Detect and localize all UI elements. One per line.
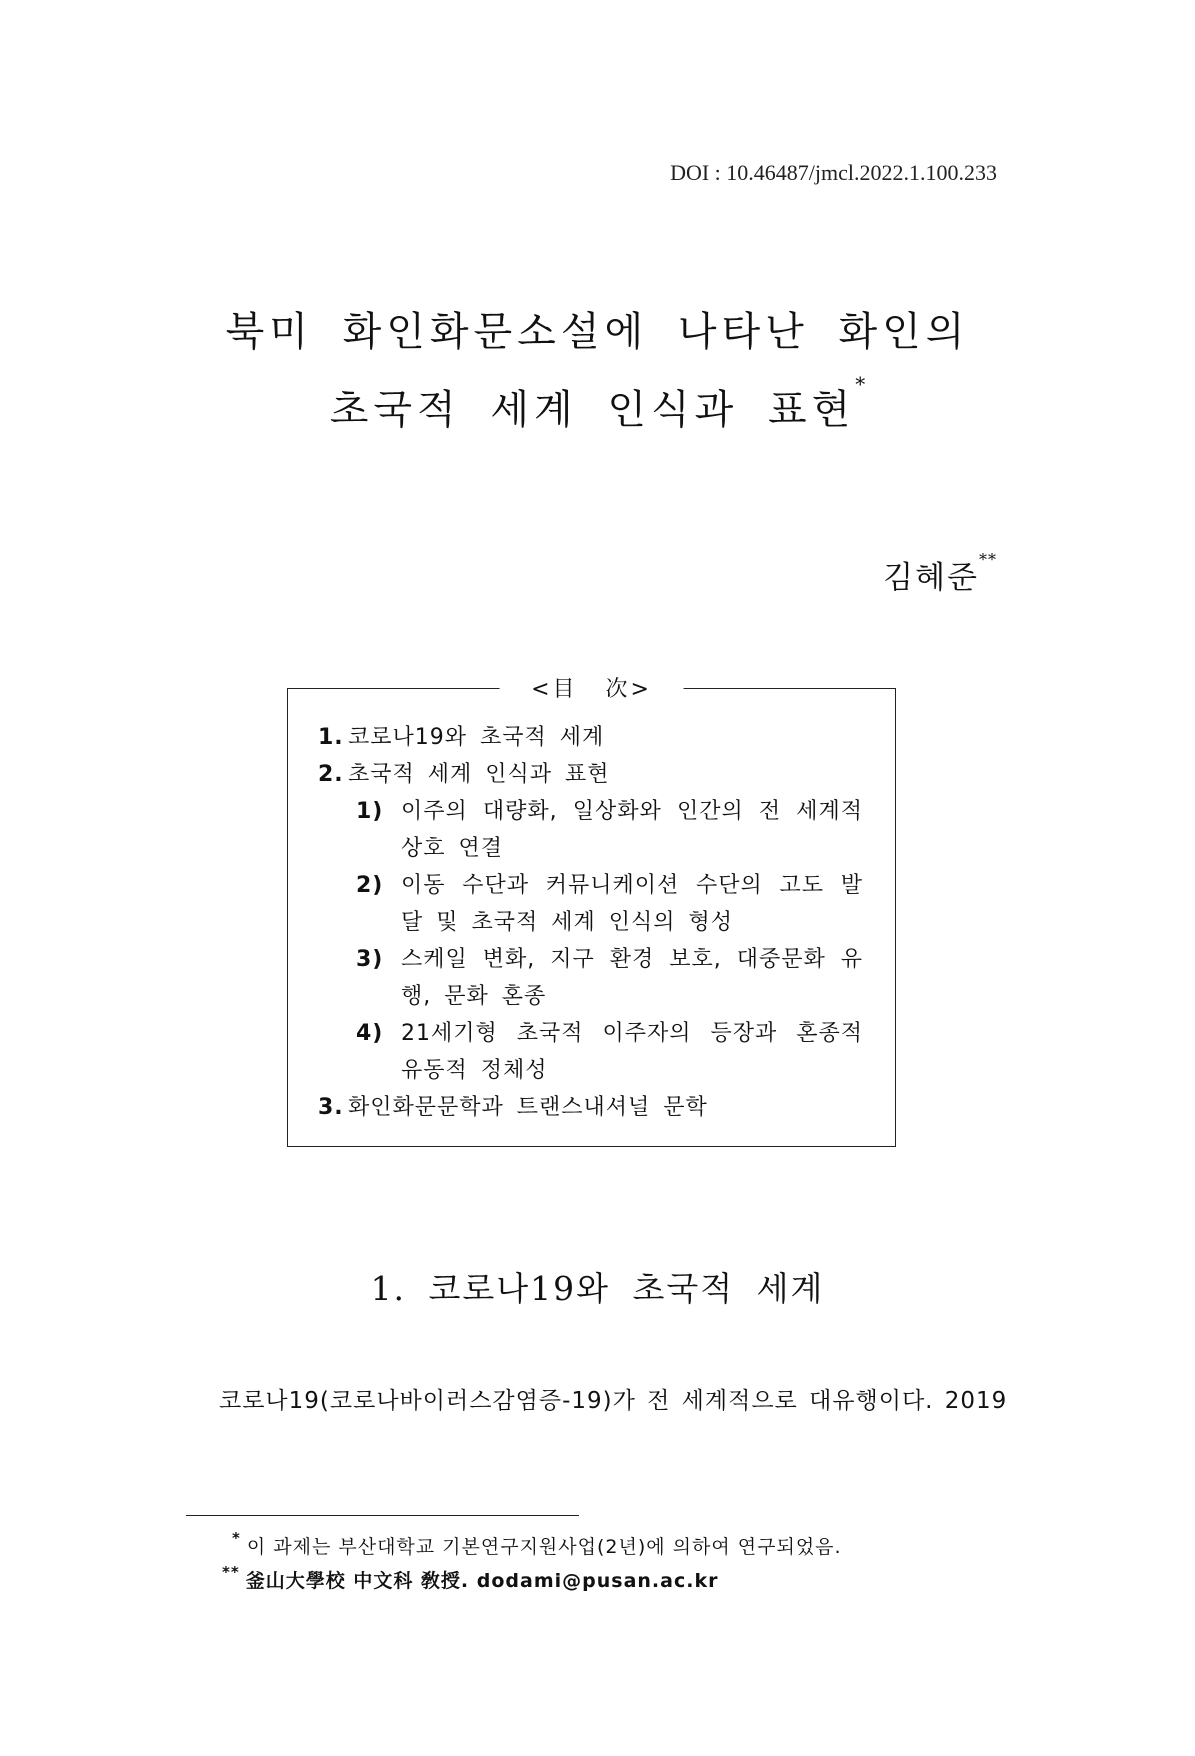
- author-footnote-mark: **: [979, 550, 997, 569]
- toc-item-text: 코로나19와 초국적 세계: [348, 725, 605, 750]
- footnote-1-mark: *: [232, 1529, 241, 1547]
- toc-subitem-text: 이주의 대량화, 일상화와 인간의 전 세계적 상호 연결: [401, 799, 863, 861]
- body-paragraph: 코로나19(코로나바이러스감염증-19)가 전 세계적으로 대유행이다. 2019: [219, 1388, 1008, 1414]
- toc-item: [318, 756, 863, 793]
- toc-subitem-text: 스케일 변화, 지구 환경 보호, 대중문화 유행, 문화 혼종: [401, 947, 863, 1009]
- footnote-2: [222, 1563, 719, 1593]
- toc-item-number: 3.: [318, 1095, 344, 1120]
- footnote-1-text: 이 과제는 부산대학교 기본연구지원사업(2년)에 의하여 연구되었음.: [246, 1536, 842, 1558]
- title-line-2-text: 초국적 세계 인식과 표현: [329, 387, 856, 433]
- toc-item-text: 화인화문문학과 트랜스내셔널 문학: [348, 1095, 708, 1120]
- toc-item-number: 2.: [318, 762, 344, 787]
- title-footnote-mark: *: [855, 372, 866, 396]
- toc-subitem: [318, 867, 863, 941]
- title-line-1-text: 북미 화인화문소설에 나타난 화인의: [225, 309, 970, 355]
- paper-title-line-1: [0, 300, 1195, 357]
- toc-subitem-number: 1): [356, 799, 384, 824]
- toc-item-number: 1.: [318, 725, 344, 750]
- toc-item-text: 초국적 세계 인식과 표현: [348, 762, 610, 787]
- author-byline: [883, 552, 997, 597]
- toc-list: [318, 719, 863, 1126]
- toc-subitem-number: 3): [356, 947, 384, 972]
- footnote-2-text: 釜山大學校 中文科 敎授. dodami@pusan.ac.kr: [245, 1570, 719, 1592]
- toc-item: [318, 1089, 863, 1126]
- doi-line: DOI : 10.46487/jmcl.2022.1.100.233: [670, 160, 997, 185]
- toc-item: [318, 719, 863, 756]
- footnote-divider: [186, 1515, 579, 1516]
- author-name: 김혜준: [883, 560, 979, 596]
- toc-subitem: [318, 941, 863, 1015]
- footnote-2-mark: **: [222, 1563, 240, 1581]
- toc-subitem: [318, 793, 863, 867]
- toc-subitem: [318, 1015, 863, 1089]
- section-heading: 1. 코로나19와 초국적 세계: [370, 1269, 825, 1308]
- toc-subitem-number: 2): [356, 873, 384, 898]
- footnote-1: [232, 1529, 842, 1559]
- paper-title-line-2: [0, 372, 1195, 435]
- toc-heading: <目 次>: [499, 672, 684, 703]
- toc-subitem-number: 4): [356, 1021, 384, 1046]
- toc-subitem-text: 이동 수단과 커뮤니케이션 수단의 고도 발달 및 초국적 세계 인식의 형성: [401, 873, 863, 935]
- toc-subitem-text: 21세기형 초국적 이주자의 등장과 혼종적 유동적 정체성: [401, 1021, 863, 1083]
- table-of-contents: [287, 677, 896, 1147]
